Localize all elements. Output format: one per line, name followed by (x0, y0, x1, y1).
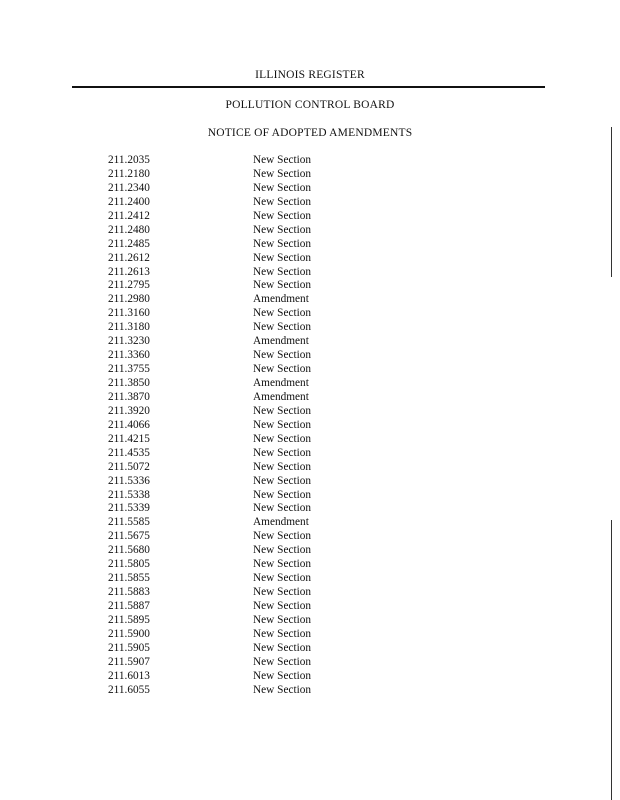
section-number: 211.3180 (108, 321, 150, 334)
section-action: New Section (253, 641, 312, 654)
section-action: New Section (253, 544, 312, 557)
section-row (108, 168, 311, 182)
section-row (108, 461, 311, 475)
section-number: 211.3920 (108, 404, 150, 417)
register-title: ILLINOIS REGISTER (255, 69, 365, 81)
section-row (108, 558, 311, 572)
section-number: 211.3755 (108, 363, 150, 376)
section-action: New Section (253, 167, 312, 180)
section-row (108, 154, 311, 168)
section-row (108, 391, 311, 405)
section-action: New Section (253, 321, 312, 334)
section-number: 211.2412 (108, 209, 150, 222)
section-row (108, 182, 311, 196)
section-row (108, 614, 311, 628)
section-action: New Section (253, 349, 312, 362)
margin-rule (611, 520, 612, 800)
section-action: New Section (253, 488, 312, 501)
section-action: Amendment (253, 390, 309, 403)
margin-rule (611, 127, 612, 277)
section-number: 211.5895 (108, 613, 150, 626)
section-row (108, 335, 311, 349)
section-row (108, 433, 311, 447)
section-number: 211.2980 (108, 293, 150, 306)
section-number: 211.4066 (108, 418, 150, 431)
section-action: New Section (253, 223, 312, 236)
section-row (108, 196, 311, 210)
section-row (108, 419, 311, 433)
section-row (108, 266, 311, 280)
section-number: 211.3850 (108, 377, 150, 389)
section-action: New Section (253, 181, 312, 194)
section-row (108, 252, 311, 266)
section-number: 211.2613 (108, 265, 150, 278)
section-row (108, 238, 311, 252)
section-row (108, 572, 311, 586)
section-action: New Section (253, 502, 312, 515)
section-number: 211.5855 (108, 572, 150, 585)
section-action: New Section (253, 363, 312, 376)
section-action: New Section (253, 265, 312, 278)
section-row (108, 544, 311, 558)
section-number: 211.4535 (108, 446, 150, 459)
section-row (108, 489, 311, 503)
section-number: 211.4215 (108, 432, 150, 445)
section-number: 211.5675 (108, 530, 150, 543)
section-row (108, 628, 311, 642)
section-action: New Section (253, 446, 312, 459)
section-number: 211.2795 (108, 279, 150, 292)
section-number: 211.5339 (108, 502, 150, 515)
section-action: New Section (253, 627, 312, 640)
section-row (108, 363, 311, 377)
section-row (108, 349, 311, 363)
section-action: New Section (253, 586, 312, 599)
section-row (108, 447, 311, 461)
section-row (108, 670, 311, 684)
section-action: New Section (253, 209, 312, 222)
section-action: Amendment (253, 516, 309, 529)
section-row (108, 293, 311, 307)
section-number: 211.2180 (108, 167, 150, 180)
section-action: New Section (253, 404, 312, 417)
agency-name: POLLUTION CONTROL BOARD (225, 99, 395, 111)
section-action: New Section (253, 558, 312, 571)
section-number: 211.3870 (108, 390, 150, 403)
section-number: 211.5883 (108, 586, 150, 599)
section-action: Amendment (253, 335, 309, 348)
section-number: 211.5338 (108, 488, 150, 501)
section-row (108, 279, 311, 293)
section-number: 211.3230 (108, 335, 150, 348)
notice-title: NOTICE OF ADOPTED AMENDMENTS (207, 127, 413, 139)
section-action: New Section (253, 418, 312, 431)
section-action: New Section (253, 613, 312, 626)
section-row (108, 405, 311, 419)
section-action: New Section (253, 432, 312, 445)
section-action: New Section (253, 195, 312, 208)
section-action: New Section (253, 600, 312, 612)
section-number: 211.2480 (108, 223, 150, 236)
section-number: 211.6055 (108, 683, 150, 696)
section-action: Amendment (253, 377, 309, 389)
section-action: New Section (253, 154, 312, 166)
section-row (108, 600, 311, 614)
section-number: 211.2612 (108, 251, 150, 264)
section-row (108, 516, 311, 530)
section-number: 211.2340 (108, 181, 150, 194)
section-number: 211.2035 (108, 154, 150, 166)
section-action: New Section (253, 474, 312, 487)
section-number: 211.2485 (108, 237, 150, 250)
section-list (108, 154, 311, 698)
section-action: New Section (253, 683, 312, 696)
section-number: 211.3360 (108, 349, 150, 362)
section-row (108, 586, 311, 600)
section-number: 211.5680 (108, 544, 150, 557)
section-action: New Section (253, 251, 312, 264)
section-number: 211.5905 (108, 641, 150, 654)
section-number: 211.5336 (108, 474, 150, 487)
section-number: 211.2400 (108, 195, 150, 208)
section-action: New Section (253, 655, 312, 668)
section-number: 211.3160 (108, 307, 150, 320)
section-number: 211.5585 (108, 516, 150, 529)
section-row (108, 656, 311, 670)
section-row (108, 377, 311, 391)
section-action: New Section (253, 279, 312, 292)
section-action: New Section (253, 237, 312, 250)
section-row (108, 642, 311, 656)
section-row (108, 307, 311, 321)
header-rule (72, 86, 545, 88)
section-row (108, 224, 311, 238)
section-number: 211.5072 (108, 460, 150, 473)
section-row (108, 684, 311, 698)
section-number: 211.5887 (108, 600, 150, 612)
section-number: 211.5900 (108, 627, 150, 640)
section-row (108, 321, 311, 335)
section-action: New Section (253, 572, 312, 585)
section-number: 211.5907 (108, 655, 150, 668)
section-action: New Section (253, 307, 312, 320)
section-action: New Section (253, 530, 312, 543)
section-row (108, 530, 311, 544)
section-row (108, 210, 311, 224)
section-row (108, 475, 311, 489)
section-number: 211.5805 (108, 558, 150, 571)
section-row (108, 502, 311, 516)
section-action: New Section (253, 669, 312, 682)
section-number: 211.6013 (108, 669, 150, 682)
section-action: Amendment (253, 293, 309, 306)
section-action: New Section (253, 460, 312, 473)
